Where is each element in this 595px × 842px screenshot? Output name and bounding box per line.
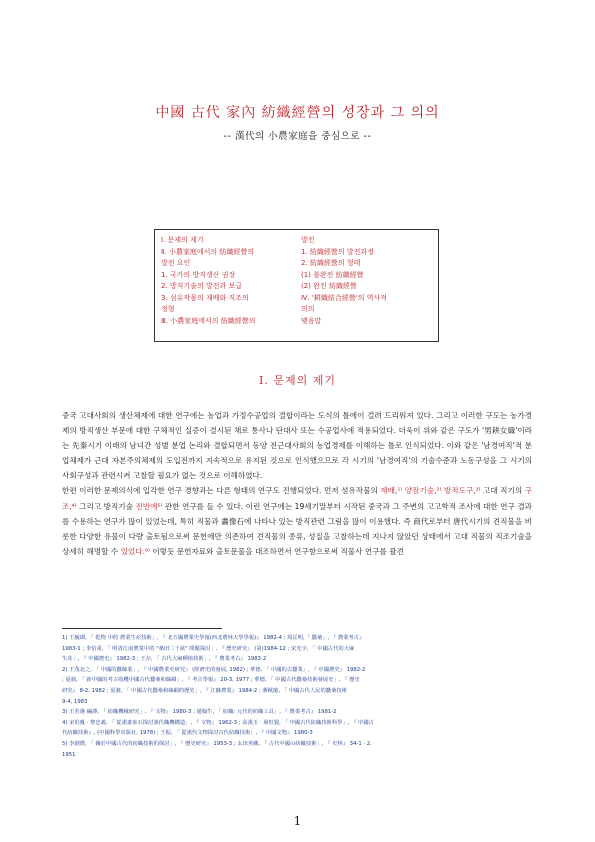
citation-text: 전반에⁵⁾ [135, 501, 163, 511]
page-number: 1 [293, 814, 302, 828]
toc-item: (2) 완전 紡織經營 [301, 282, 357, 290]
citation-text: 구조,⁴⁾ [62, 486, 533, 511]
toc-item: 맺음말 [301, 316, 322, 325]
toc-right-column [301, 235, 435, 327]
toc-item: (1) 불완전 紡織經營 [301, 270, 364, 279]
toc-item: 3. 섬유작물의 재배와 직조의 [161, 293, 249, 302]
paragraph-text: 이렇듯 문헌자료와 출토문물을 대조하면서 연구함으로써 직물사 연구를 괄견 [149, 546, 404, 556]
toc-item: 2. 紡織經營의 형태 [301, 259, 361, 267]
footnotes [62, 633, 534, 760]
body-text [62, 408, 532, 559]
paper-subtitle: -- 漢代의 小農家庭을 중심으로 -- [223, 131, 372, 142]
footnote-divider [62, 628, 222, 629]
toc-item: 의의 [301, 305, 315, 313]
citation-text: 재배,¹⁾ 양잠기술,²⁾ 방적도구,³⁾ [380, 486, 481, 496]
footnote-line: 1) 王毓瑚, 「 乾物 中的 農業生産技術」, 『 北方國農業史學報(西北農林大學學報)』 1982-4 ; 周匡明,「 蠶桑」, 『 農業考古』 [62, 635, 365, 641]
paragraph-text: 한편 이러한 문제의식에 입각한 연구 경향과는 다른 형태의 연구도 진행되었다. 먼저 섬유작물의 [62, 486, 381, 496]
footnote-line: 研究』 8-2, 1982 ; 夏鼐, 「 中國古代蠶桑和絲綢的歷史」, 『 江蘇農業』 1984-2 ; 蔣猷龍, 「 中國古代人民的蠶桑技術 [62, 687, 347, 694]
footnote-line: 1983-1 ; 李伯重, 「 明清江南農業中的 "桑田二十畝" 問題探討」, 『 歷史研究』 (第)1984-12 ; 宋光宇, 「 中國古代的大麻 [62, 645, 355, 652]
paragraph [62, 483, 532, 558]
footnote-line: 代紡織技術』, (中國科學出版社, 1978) ; 王振, 「 從漢代文物探討古代紡織技術」, 『 中國文物』 1980-3 [62, 730, 313, 737]
toc-item: 1. 紡織經營의 발전과정 [301, 247, 374, 256]
footnote-line: 2) 王茂北之, 「 中國的蠶絲業」, 『 中國農業史研究』 (經濟史的發展, 1982) ; 華德, 「 中國的古蠶業」, 『 中國農史』 1982-2 [62, 666, 366, 673]
table-of-contents [154, 229, 439, 342]
section-heading: Ⅰ. 문제의 제기 [259, 374, 336, 387]
paper-title: 中國 古代 家內 紡織經營의 성장과 그 의의 [155, 105, 440, 121]
toc-item: Ⅱ. 小農家庭에서의 紡織經營의 [161, 247, 255, 256]
toc-item: 정형 [161, 305, 175, 313]
paragraph-text: 고대 직기의 [480, 486, 525, 496]
toc-item: 발전 요인 [161, 259, 191, 267]
paragraph-text: 그리고 방직기술 [76, 501, 136, 511]
toc-item: Ⅲ. 小農家庭에서의 紡織經營의 [161, 316, 256, 325]
paragraph-text: 관한 연구를 들 수 있다. 이런 연구에는 19세기말부터 시작된 중국과 그 주변의 고고학적 조사에 대한 연구 결과를 수용하는 연구가 많이 있었는데, 특히 직물과 畵像石에 나타나 있는 방직관련 그림을 많이 이용했다. 즉 商代로부터 唐代시기의 견직물을 비롯한 다양한 유물이 다량 출토됨으로써 문헌에만 의존하여 견직물의 종류, 성질을 고찰하는데 지나지 않았던 상태에서 고대 직물의 직조기술을 상세히 해명할 수 [62, 501, 532, 556]
toc-left-column [161, 235, 303, 327]
footnote-line: ; 夏鼐, 「 新中國的考古收穫中國古代蠶桑和絲綢」, 『 考古學報』 20-3, 1977 ; 華德, 「 中國古代蠶桑技術發展史」, 『 歷史 [62, 677, 360, 684]
footnote-line: 1951 [62, 751, 76, 758]
footnote-line: 9-4, 1983 [62, 698, 88, 705]
toc-item: 1. 국가의 방직생산 권장 [161, 270, 236, 279]
footnote-line: 4) 宋伯胤 · 黎忠義, 「 從漢畫象石探討漢代織機構造」, 『 文物』 1962-3 ; 高漢玉 · 屠恒賢, 「 中國古代紡織技術科學」, 『 中國古 [62, 719, 374, 726]
footnote-line: 3) 王若愚 編譯, 「 紡織機械研究」, 『 文物』 1980-3 ; 趙翰生, 「 紡織: 元代的紡織工具」, 『 農業考古』 1981-2 [62, 709, 337, 716]
toc-item: 2. 방직기술의 발전과 보급 [161, 282, 242, 290]
citation-text: 있었다.⁶⁾ [120, 546, 150, 556]
footnote-line: 5) 李劍農, 「 關於中國古代的紡織技術的探討」, 『 歷史研究』 1953-3 ; 太田英藏, 「 古代中國の紡織技術」, 『 史林』 34-1 · 2, [62, 740, 372, 747]
footnote-line: 生産」, 『 中國農史』 1982-3 ; 王存, 「 古代大麻種植技術」, 『 農業考古』 1983-2 [62, 656, 267, 663]
paragraph [62, 408, 532, 483]
toc-item: Ⅳ. '耕織結合經營'의 역사적 [301, 293, 388, 302]
paragraph-text: 중국 고대사회의 생산체제에 대한 연구에는 농업과 가정수공업의 결합이라는 도식의 틀에이 걸려 드리워져 있다. 그리고 이러한 구도는 농가경제의 방직생산 부문에 대한 구체적인 실증이 결시된 채로 통사나 단대사 또는 수공업사에 적용되었다. 더욱이 위와 같은 구도가 '男耕女織'이라는 先秦시기 이래의 남녀간 성별 분업 논리와 결합되면서 동양 전근대사회의 농업경제를 이해하는 틀로 인식되었다. 이와 같은 '남경여직'적 분업체제가 근대 자본주의체제의 도입전까지 지속적으로 유지된 것으로 인식했으므로 각 시기의 '남경여직'의 기술수준과 노동구성을 그 시기의 사회구성과 관련시켜 고찰할 필요가 없는 것으로 이해하였다. [62, 411, 532, 481]
toc-item: 발전 [301, 236, 315, 244]
toc-item: Ⅰ. 문제의 제기 [161, 236, 204, 244]
